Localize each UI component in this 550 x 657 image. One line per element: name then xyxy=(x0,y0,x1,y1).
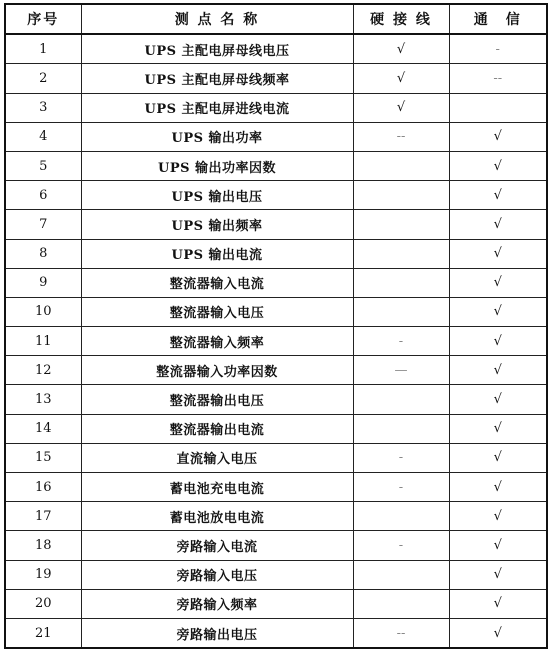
table-row xyxy=(5,414,547,443)
table-row xyxy=(5,502,547,531)
table-row xyxy=(5,151,547,180)
row-point-name: 旁路输入电流 xyxy=(81,531,353,560)
row-point-name: 蓄电池充电电流 xyxy=(81,473,353,502)
table-row xyxy=(5,34,547,64)
table-row xyxy=(5,443,547,472)
row-seq: 6 xyxy=(5,181,81,210)
row-comm-mark: √ xyxy=(449,589,547,618)
table-header-row xyxy=(5,4,547,34)
table-row xyxy=(5,122,547,151)
row-comm-mark: √ xyxy=(449,502,547,531)
row-seq: 18 xyxy=(5,531,81,560)
row-hardwire-mark: √ xyxy=(353,93,449,122)
row-comm-mark: √ xyxy=(449,122,547,151)
row-point-name: 整流器输出电压 xyxy=(81,385,353,414)
row-seq: 1 xyxy=(5,34,81,64)
row-comm-mark: √ xyxy=(449,356,547,385)
row-hardwire-mark: √ xyxy=(353,34,449,64)
row-comm-mark: √ xyxy=(449,181,547,210)
row-point-name: UPS 输出功率因数 xyxy=(81,151,353,180)
header-comm: 通 信 xyxy=(449,4,547,34)
row-point-name: 整流器输入电流 xyxy=(81,268,353,297)
table-row xyxy=(5,356,547,385)
row-comm-mark: - xyxy=(449,34,547,64)
row-seq: 12 xyxy=(5,356,81,385)
table-row xyxy=(5,589,547,618)
row-seq: 5 xyxy=(5,151,81,180)
header-name: 测 点 名 称 xyxy=(81,4,353,34)
table-body xyxy=(5,34,547,648)
row-seq: 14 xyxy=(5,414,81,443)
row-seq: 10 xyxy=(5,297,81,326)
row-point-name: UPS 主配电屏母线频率 xyxy=(81,64,353,93)
row-point-name: 蓄电池放电电流 xyxy=(81,502,353,531)
row-hardwire-mark xyxy=(353,210,449,239)
row-comm-mark: √ xyxy=(449,210,547,239)
table-row xyxy=(5,181,547,210)
row-point-name: 整流器输入频率 xyxy=(81,327,353,356)
row-hardwire-mark: - xyxy=(353,327,449,356)
row-comm-mark: √ xyxy=(449,531,547,560)
row-seq: 7 xyxy=(5,210,81,239)
table-row xyxy=(5,64,547,93)
measurement-points-table xyxy=(4,3,548,649)
row-comm-mark: √ xyxy=(449,268,547,297)
row-point-name: 整流器输出电流 xyxy=(81,414,353,443)
table-row xyxy=(5,327,547,356)
row-hardwire-mark xyxy=(353,414,449,443)
row-hardwire-mark xyxy=(353,502,449,531)
row-seq: 9 xyxy=(5,268,81,297)
row-comm-mark: √ xyxy=(449,239,547,268)
row-hardwire-mark xyxy=(353,589,449,618)
row-comm-mark: √ xyxy=(449,151,547,180)
table-row xyxy=(5,239,547,268)
row-comm-mark xyxy=(449,93,547,122)
row-point-name: UPS 主配电屏进线电流 xyxy=(81,93,353,122)
table-row xyxy=(5,268,547,297)
row-point-name: 旁路输入频率 xyxy=(81,589,353,618)
row-hardwire-mark xyxy=(353,181,449,210)
row-seq: 11 xyxy=(5,327,81,356)
row-point-name: 旁路输出电压 xyxy=(81,618,353,648)
table-row xyxy=(5,385,547,414)
row-point-name: UPS 输出频率 xyxy=(81,210,353,239)
row-seq: 15 xyxy=(5,443,81,472)
row-seq: 16 xyxy=(5,473,81,502)
header-seq: 序号 xyxy=(5,4,81,34)
row-comm-mark: √ xyxy=(449,327,547,356)
row-seq: 21 xyxy=(5,618,81,648)
row-seq: 17 xyxy=(5,502,81,531)
header-hardwire: 硬 接 线 xyxy=(353,4,449,34)
row-comm-mark: √ xyxy=(449,618,547,648)
row-point-name: UPS 输出电压 xyxy=(81,181,353,210)
row-seq: 13 xyxy=(5,385,81,414)
row-comm-mark: √ xyxy=(449,443,547,472)
row-point-name: 直流输入电压 xyxy=(81,443,353,472)
row-seq: 19 xyxy=(5,560,81,589)
table-row xyxy=(5,560,547,589)
table-row xyxy=(5,473,547,502)
row-point-name: UPS 输出电流 xyxy=(81,239,353,268)
row-hardwire-mark xyxy=(353,239,449,268)
row-point-name: 整流器输入功率因数 xyxy=(81,356,353,385)
row-hardwire-mark: - xyxy=(353,443,449,472)
row-seq: 2 xyxy=(5,64,81,93)
row-hardwire-mark: — xyxy=(353,356,449,385)
row-point-name: 旁路输入电压 xyxy=(81,560,353,589)
row-hardwire-mark xyxy=(353,560,449,589)
table-row xyxy=(5,531,547,560)
row-comm-mark: √ xyxy=(449,414,547,443)
table-row xyxy=(5,618,547,648)
row-hardwire-mark xyxy=(353,385,449,414)
row-hardwire-mark: -- xyxy=(353,618,449,648)
row-seq: 4 xyxy=(5,122,81,151)
row-hardwire-mark xyxy=(353,151,449,180)
table-row xyxy=(5,210,547,239)
row-seq: 3 xyxy=(5,93,81,122)
row-comm-mark: -- xyxy=(449,64,547,93)
row-seq: 20 xyxy=(5,589,81,618)
row-hardwire-mark: -- xyxy=(353,122,449,151)
row-comm-mark: √ xyxy=(449,297,547,326)
row-seq: 8 xyxy=(5,239,81,268)
row-hardwire-mark xyxy=(353,297,449,326)
row-point-name: 整流器输入电压 xyxy=(81,297,353,326)
table-row xyxy=(5,93,547,122)
row-hardwire-mark: - xyxy=(353,473,449,502)
row-point-name: UPS 输出功率 xyxy=(81,122,353,151)
table-row xyxy=(5,297,547,326)
row-comm-mark: √ xyxy=(449,560,547,589)
row-hardwire-mark: - xyxy=(353,531,449,560)
row-comm-mark: √ xyxy=(449,385,547,414)
row-comm-mark: √ xyxy=(449,473,547,502)
row-hardwire-mark: √ xyxy=(353,64,449,93)
row-hardwire-mark xyxy=(353,268,449,297)
row-point-name: UPS 主配电屏母线电压 xyxy=(81,34,353,64)
